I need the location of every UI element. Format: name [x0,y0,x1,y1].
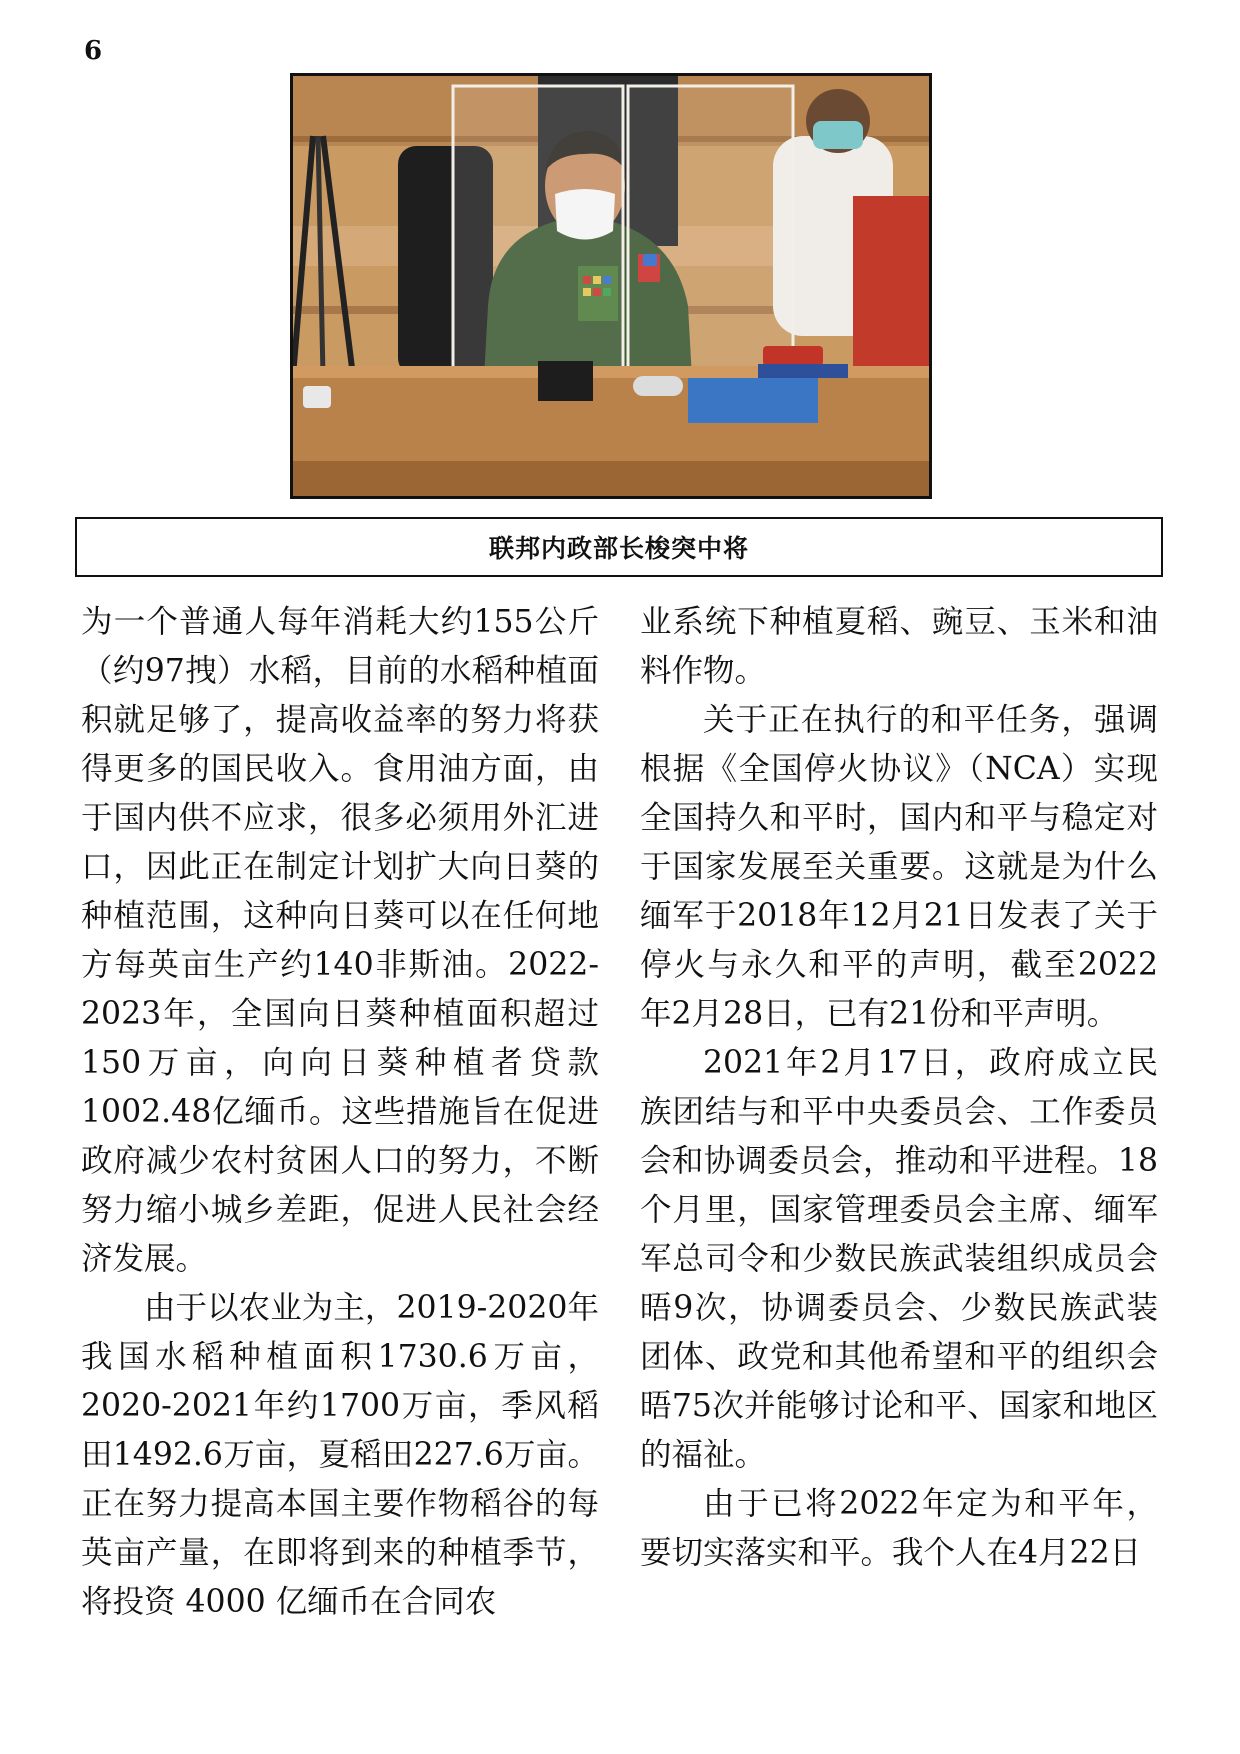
page-number: 6 [84,36,103,66]
paragraph: 2021年2月17日，政府成立民族团结与和平中央委员会、工作委员会和协调委员会，推动和平进程。18个月里，国家管理委员会主席、缅军军总司令和少数民族武装组织成员会晤9次，协调委员会、少数民族武装团体、政党和其他希望和平的组织会晤75次并能够讨论和平、国家和地区的福祉。 [640,1045,1158,1473]
paragraph: 由于以农业为主，2019-2020年我国水稻种植面积1730.6万亩，2020-2021年约1700万亩，季风稻田1492.6万亩，夏稻田227.6万亩。正在努力提高本国主要作物稻谷的每英亩产量，在即将到来的种植季节，将投资 4000 亿缅币在合同农 [81,1290,599,1620]
paragraph: 关于正在执行的和平任务，强调根据《全国停火协议》（NCA）实现全国持久和平时，国内和平与稳定对于国家发展至关重要。这就是为什么缅军于2018年12月21日发表了关于停火与永久和平的声明，截至2022年2月28日，已有21份和平声明。 [640,702,1158,1032]
news-photo [290,73,932,499]
right-column [640,598,1158,1578]
photo-illustration [293,76,929,496]
photo-caption-box [75,517,1163,577]
paragraph: 为一个普通人每年消耗大约155公斤（约97拽）水稻，目前的水稻种植面积就足够了，提高收益率的努力将获得更多的国民收入。食用油方面，由于国内供不应求，很多必须用外汇进口，因此正在制定计划扩大向日葵的种植范围，这种向日葵可以在任何地方每英亩生产约140非斯油。2022-2023年，全国向日葵种植面积超过150万亩，向向日葵种植者贷款1002.48亿缅币。这些措施旨在促进政府减少农村贫困人口的努力，不断努力缩小城乡差距，促进人民社会经济发展。 [81,604,599,1277]
paragraph: 业系统下种植夏稻、豌豆、玉米和油料作物。 [640,604,1158,689]
left-column [81,598,599,1627]
photo-caption: 联邦内政部长梭突中将 [488,534,749,563]
paragraph: 由于已将2022年定为和平年，要切实落实和平。我个人在4月22日 [640,1486,1158,1571]
